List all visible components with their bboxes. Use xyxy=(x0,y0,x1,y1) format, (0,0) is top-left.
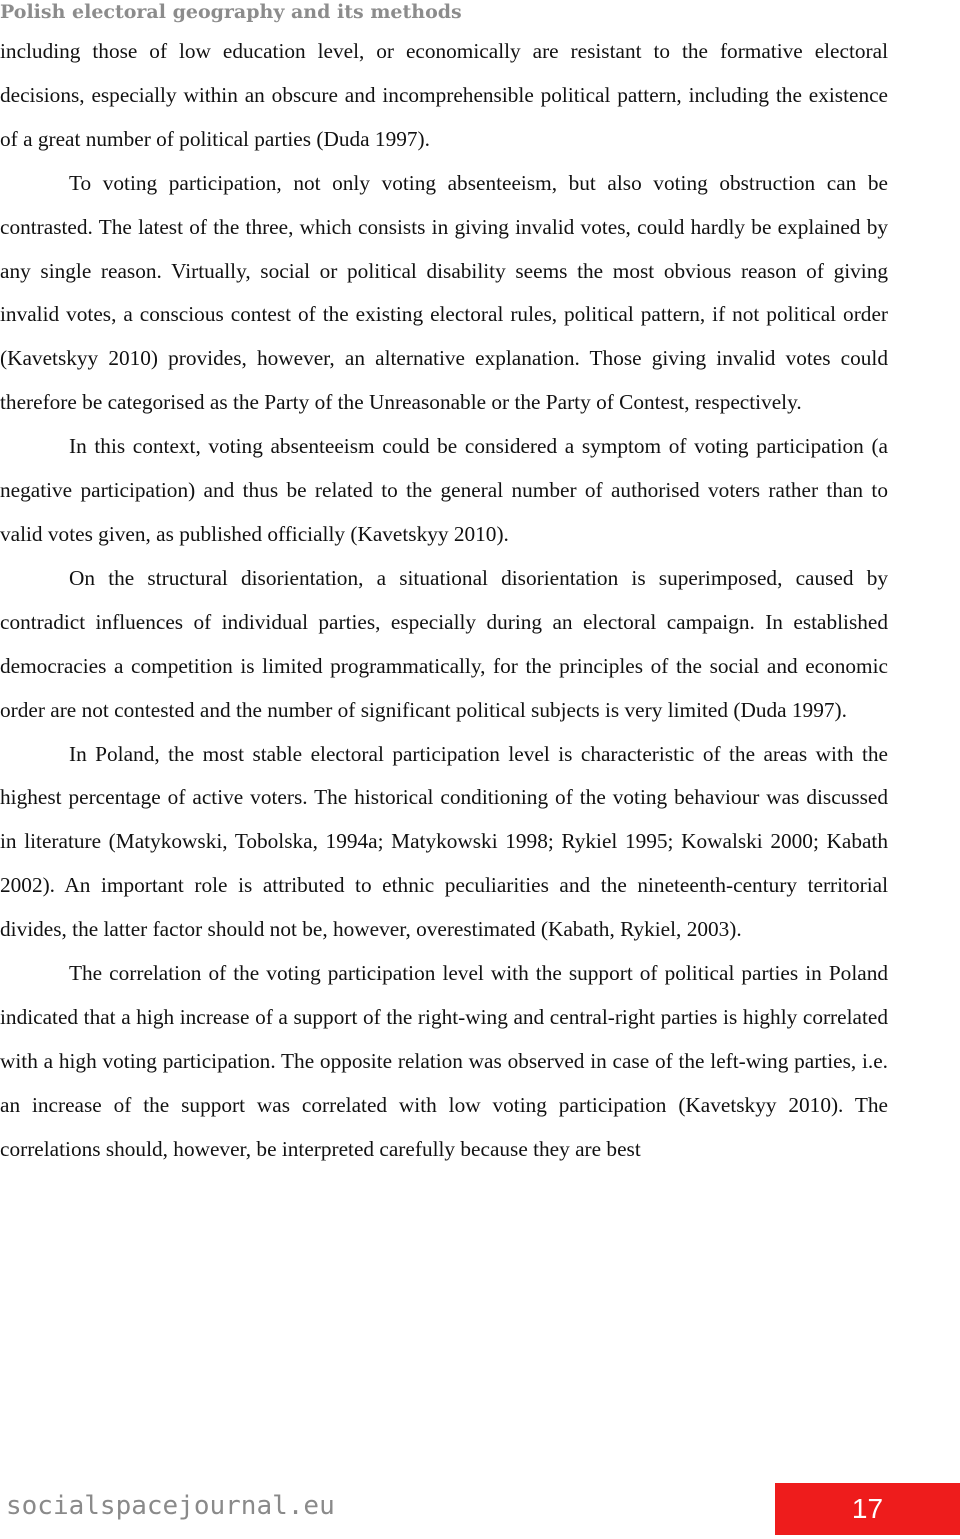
page-number-badge xyxy=(775,1483,960,1535)
footer-website: socialspacejournal.eu xyxy=(6,1491,335,1521)
paragraph: On the structural disorientation, a situational disorientation is superimposed, caused by contradict influences of individual parties, especially during an electoral campaign. In established democracies a competition is limited programmatically, for the principles of the social and economic order are not contested and the number of significant political subjects is very limited (Duda 1997). xyxy=(0,565,888,722)
body-text xyxy=(0,30,888,1172)
page-number: 17 xyxy=(851,1493,884,1524)
paragraph: To voting participation, not only voting absenteeism, but also voting obstruction can be contrasted. The latest of the three, which consists in giving invalid votes, could hardly be explained by any single reason. Virtually, social or political disability seems the most obvious reason of giving invalid votes, a conscious contest of the existing electoral rules, political pattern, if not political order (Kavetskyy 2010) provides, however, an alternative explanation. Those giving invalid votes could therefore be categorised as the Party of the Unreasonable or the Party of Contest, respectively. xyxy=(0,170,888,415)
paragraph: In Poland, the most stable electoral participation level is characteristic of the areas with the highest percentage of active voters. The historical conditioning of the voting behaviour was discussed in literature (Matykowski, Tobolska, 1994a; Matykowski 1998; Rykiel 1995; Kowalski 2000; Kabath 2002). An important role is attributed to ethnic peculiarities and the nineteenth-century territorial divides, the latter factor should not be, however, overestimated (Kabath, Rykiel, 2003). xyxy=(0,741,888,942)
paragraph: The correlation of the voting participation level with the support of political parties in Poland indicated that a high increase of a support of the right-wing and central-right parties is highly correlated with a high voting participation. The opposite relation was observed in case of the left-wing parties, i.e. an increase of the support was correlated with low voting participation (Kavetskyy 2010). The correlations should, however, be interpreted carefully because they are best xyxy=(0,961,888,1161)
paragraph: including those of low education level, or economically are resistant to the formative electoral decisions, especially within an obscure and incomprehensible political pattern, including the existence of a great number of political parties (Duda 1997). xyxy=(0,39,888,151)
running-title: Polish electoral geography and its methods xyxy=(0,1,462,23)
paragraph: In this context, voting absenteeism could be considered a symptom of voting participation (a negative participation) and thus be related to the general number of authorised voters rather than to valid votes given, as published officially (Kavetskyy 2010). xyxy=(0,434,888,546)
